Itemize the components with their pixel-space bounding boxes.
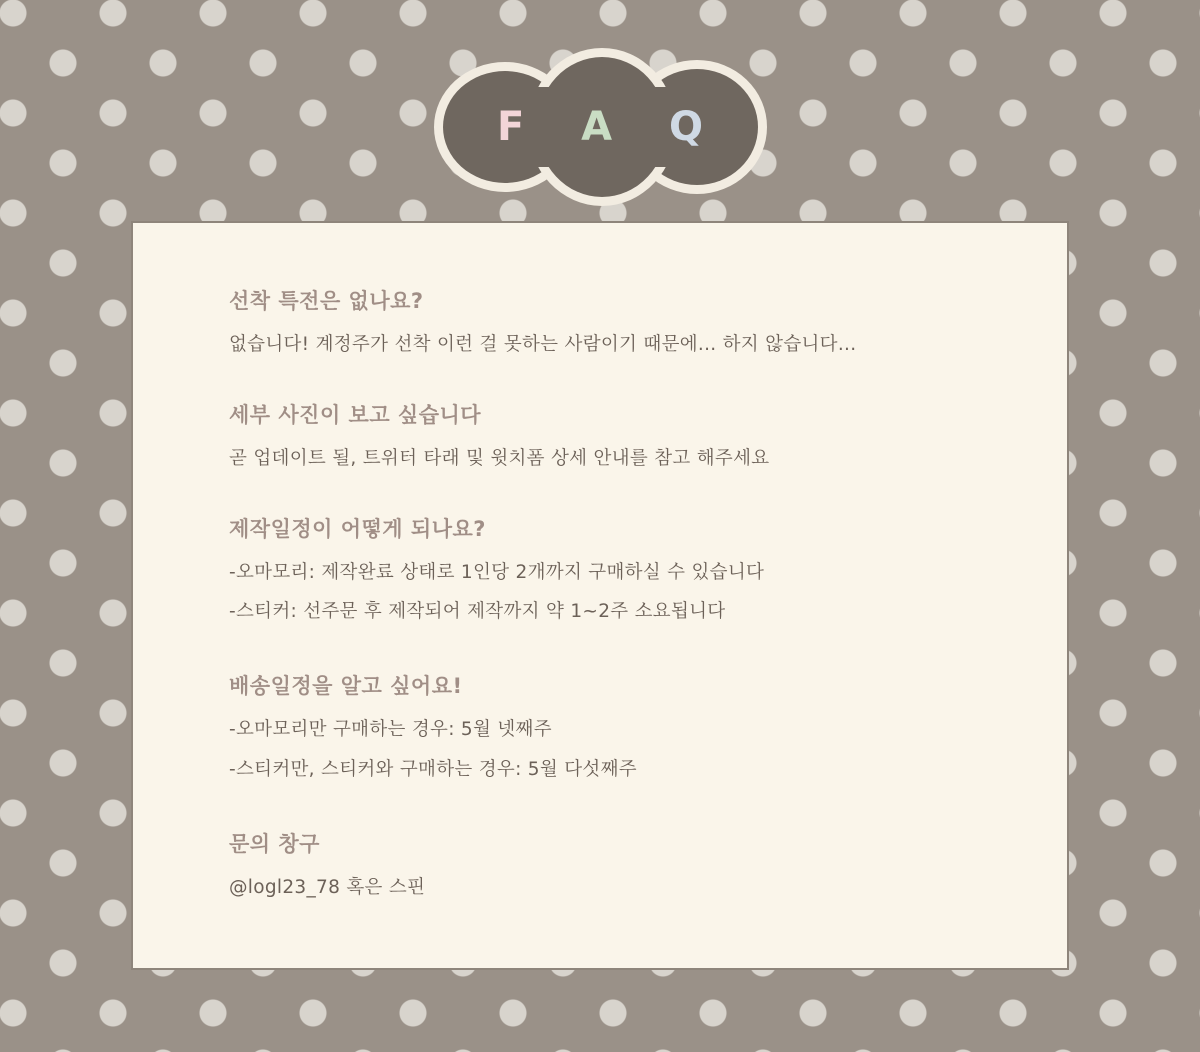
faq-answer: 곧 업데이트 될, 트위터 타래 및 윗치폼 상세 안내를 참고 해주세요 <box>229 447 770 469</box>
faq-question: 제작일정이 어떻게 되나요? <box>229 516 486 541</box>
faq-item-4 <box>229 670 971 784</box>
faq-item-2 <box>229 399 971 473</box>
faq-item-5 <box>229 828 971 902</box>
faq-question: 배송일정을 알고 싶어요! <box>229 674 463 698</box>
faq-answer: 없습니다! 계정주가 선착 이런 걸 못하는 사람이기 때문에... 하지 않습니다... <box>229 334 857 355</box>
faq-letter-a: A <box>581 104 614 150</box>
faq-badge-letters <box>443 57 758 197</box>
faq-contact-handle: @logl23_78 혹은 스핀 <box>229 876 426 898</box>
faq-answer: -오마모리만 구매하는 경우: 5월 넷째주 <box>229 719 552 740</box>
faq-answer: -스티커: 선주문 후 제작되어 제작까지 약 1~2주 소요됩니다 <box>229 601 726 623</box>
faq-question: 세부 사진이 보고 싶습니다 <box>229 402 482 427</box>
faq-badge <box>443 57 758 197</box>
faq-question: 선착 특전은 없나요? <box>229 289 424 313</box>
faq-item-3 <box>229 513 971 627</box>
faq-letter-q: Q <box>669 104 705 150</box>
faq-question: 문의 창구 <box>229 831 320 856</box>
faq-item-1 <box>229 285 971 359</box>
faq-card <box>131 221 1069 970</box>
faq-letter-f: F <box>496 104 526 150</box>
faq-answer: -오마모리: 제작완료 상태로 1인당 2개까지 구매하실 수 있습니다 <box>229 561 765 583</box>
faq-answer: -스티커만, 스티커와 구매하는 경우: 5월 다섯째주 <box>229 758 637 780</box>
